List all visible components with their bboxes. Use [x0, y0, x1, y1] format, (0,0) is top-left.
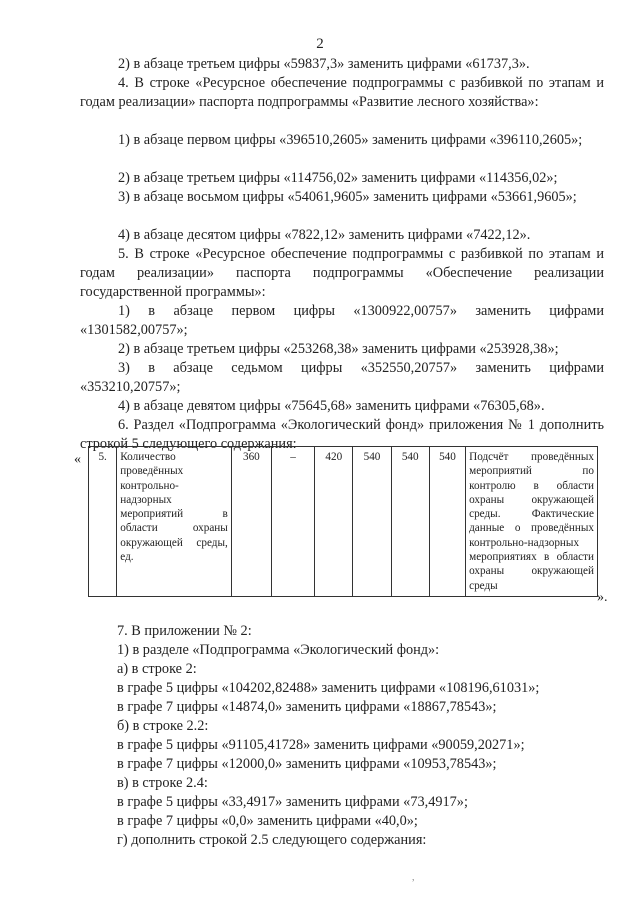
paragraph-5-2: 2) в абзаце третьем цифры «253268,38» заменить цифрами «253928,38»;: [118, 341, 559, 357]
paragraph-4: 4. В строке «Ресурсное обеспечение подпрограммы с разбивкой по этапам и годам реализации» паспорта подпрограммы «Развитие лесного хозяйства»:: [80, 75, 604, 110]
paragraph-7-1-v-2: в графе 7 цифры «0,0» заменить цифрами «40,0»;: [117, 813, 418, 829]
paragraph-5-1: 1) в абзаце первом цифры «1300922,00757» заменить цифрами «1301582,00757»;: [80, 303, 604, 338]
value-cell-2: –: [271, 447, 314, 597]
paragraph-5-4: 4) в абзаце девятом цифры «75645,68» заменить цифрами «76305,68».: [118, 398, 545, 414]
table-row: [89, 447, 598, 597]
paragraph-7-1-a-1: в графе 5 цифры «104202,82488» заменить цифрами «108196,61031»;: [117, 680, 540, 696]
row-number-cell: 5.: [89, 447, 117, 597]
paragraph-7-1-g: г) дополнить строкой 2.5 следующего содержания:: [117, 832, 427, 848]
value-cell-6: 540: [429, 447, 465, 597]
value-cell-3: 420: [315, 447, 353, 597]
paragraph-7: 7. В приложении № 2:: [117, 623, 252, 639]
paragraph-4-3: 3) в абзаце восьмом цифры «54061,9605» заменить цифрами «53661,9605»;: [118, 189, 577, 205]
paragraph-5: 5. В строке «Ресурсное обеспечение подпрограммы с разбивкой по этапам и годам реализации» паспорта подпрограммы «Обеспечение реализации государственной программы»:: [80, 246, 604, 300]
indicator-table: [88, 446, 598, 597]
indicator-name-cell: Количество проведённых контрольно-надзорных мероприятий в области охраны окружающей среды, ед.: [117, 447, 232, 597]
paragraph-5-3: 3) в абзаце седьмом цифры «352550,20757» заменить цифрами «353210,20757»;: [80, 360, 604, 395]
paragraph-7-1-v: в) в строке 2.4:: [117, 775, 208, 791]
table-close-quote: ».: [597, 590, 608, 605]
scan-speck: ,: [412, 872, 415, 883]
paragraph-3-2: 2) в абзаце третьем цифры «59837,3» заменить цифрами «61737,3».: [118, 56, 530, 72]
paragraph-7-1-a-2: в графе 7 цифры «14874,0» заменить цифрами «18867,78543»;: [117, 699, 497, 715]
paragraph-7-1-b-1: в графе 5 цифры «91105,41728» заменить цифрами «90059,20271»;: [117, 737, 525, 753]
paragraph-7-1-a: а) в строке 2:: [117, 661, 197, 677]
value-cell-4: 540: [353, 447, 391, 597]
paragraph-7-1-b-2: в графе 7 цифры «12000,0» заменить цифрами «10953,78543»;: [117, 756, 497, 772]
value-cell-5: 540: [391, 447, 429, 597]
page-number: 2: [316, 36, 324, 52]
paragraph-7-1-v-1: в графе 5 цифры «33,4917» заменить цифрами «73,4917»;: [117, 794, 468, 810]
paragraph-4-4: 4) в абзаце десятом цифры «7822,12» заменить цифрами «7422,12».: [118, 227, 531, 243]
paragraph-7-1: 1) в разделе «Подпрограмма «Экологический фонд»:: [117, 642, 440, 658]
paragraph-7-1-b: б) в строке 2.2:: [117, 718, 209, 734]
paragraph-6: 6. Раздел «Подпрограмма «Экологический фонд» приложения № 1 дополнить строкой 5 следующего содержания:: [80, 417, 604, 452]
paragraph-4-1: 1) в абзаце первом цифры «396510,2605» заменить цифрами «396110,2605»;: [118, 132, 583, 148]
paragraph-4-2: 2) в абзаце третьем цифры «114756,02» заменить цифрами «114356,02»;: [118, 170, 558, 186]
table-open-quote: «: [74, 452, 81, 467]
value-cell-1: 360: [231, 447, 271, 597]
calculation-note-cell: Подсчёт проведённых мероприятий по контролю в области охраны окружающей среды. Фактические данные о проведённых контрольно-надзорных мероприятиях в области охраны окружающей среды: [466, 447, 598, 597]
